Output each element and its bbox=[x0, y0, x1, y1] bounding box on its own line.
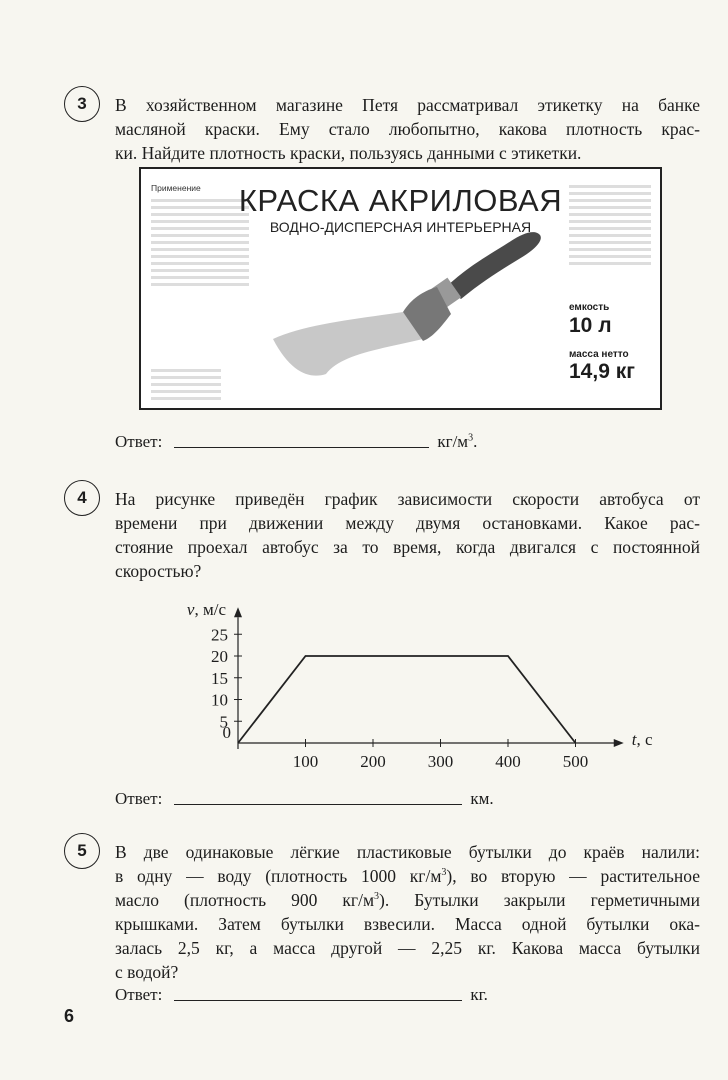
brush-handle bbox=[446, 232, 541, 299]
origin-label: 0 bbox=[222, 723, 231, 742]
question-text-line: стояние проехал автобус за то время, когда двигался с постоянной bbox=[115, 537, 700, 557]
speed-time-chart bbox=[160, 586, 660, 786]
answer-field[interactable] bbox=[174, 446, 429, 448]
question-text-line: залась 2,5 кг, а масса другой — 2,25 кг. Какова масса бутылки bbox=[115, 938, 700, 958]
question-text-line: масляной краски. Ему стало любопытно, какова плотность крас- bbox=[115, 119, 700, 139]
x-tick-label: 200 bbox=[360, 752, 386, 771]
answer-unit: км. bbox=[470, 789, 494, 808]
label-brand: КРАСКА АКРИЛОВАЯ bbox=[238, 183, 563, 218]
label-subtitle: ВОДНО-ДИСПЕРСНАЯ ИНТЕРЬЕРНАЯ bbox=[269, 219, 532, 235]
question-4-text bbox=[115, 487, 700, 583]
mass-label: масса нетто bbox=[569, 349, 629, 360]
y-tick-label: 10 bbox=[211, 690, 228, 710]
x-tick-label: 500 bbox=[562, 752, 589, 771]
y-tick-label: 5 bbox=[219, 712, 228, 732]
question-number-3: 3 bbox=[64, 86, 100, 122]
answer-row-4 bbox=[115, 789, 494, 809]
question-text-line: На рисунке приведён график зависимости скорости автобуса от bbox=[115, 489, 700, 509]
question-number-4: 4 bbox=[64, 480, 100, 516]
question-text-line: с водой? bbox=[115, 962, 179, 982]
x-tick-label: 300 bbox=[427, 752, 454, 771]
mass-value: 14,9 кг bbox=[569, 360, 635, 383]
answer-unit: кг. bbox=[470, 985, 488, 1004]
question-text-line: скоростью? bbox=[115, 561, 202, 581]
answer-unit: $кг/м^3$. bbox=[437, 432, 478, 451]
x-axis-arrow bbox=[614, 739, 624, 747]
y-tick-label: 20 bbox=[211, 647, 228, 666]
label-application-title: Применение bbox=[151, 183, 201, 193]
answer-label: Ответ: bbox=[115, 789, 163, 808]
y-axis-arrow bbox=[234, 607, 242, 617]
page-number: 6 bbox=[64, 1006, 75, 1026]
x-tick-label: 400 bbox=[495, 752, 521, 771]
paint-label-image bbox=[139, 167, 662, 410]
question-text-line: крышками. Затем бутылки взвесили. Масса одной бутылки ока- bbox=[115, 914, 700, 934]
question-text-line: В хозяйственном магазине Петя рассматривал этикетку на банке bbox=[115, 95, 700, 115]
x-axis-label: t, с bbox=[631, 730, 653, 749]
question-number-5: 5 bbox=[64, 833, 100, 869]
capacity-label: емкость bbox=[569, 302, 610, 313]
question-text-line: в одну — воду (плотность 1000 $кг/м^3$), во вторую — растительное bbox=[115, 866, 700, 886]
speed-series-line bbox=[238, 656, 576, 743]
y-tick-label: 25 bbox=[211, 625, 228, 645]
question-text-line: времени при движении между двумя остановками. Какое рас- bbox=[115, 513, 700, 533]
answer-row-5 bbox=[115, 985, 488, 1005]
x-tick-label: 100 bbox=[292, 752, 319, 771]
answer-field[interactable] bbox=[174, 803, 462, 805]
question-text-line: ки. Найдите плотность краски, пользуясь данными с этикетки. bbox=[115, 143, 582, 163]
answer-row-3 bbox=[115, 432, 477, 452]
y-axis-label: v, м/с bbox=[186, 600, 226, 620]
paint-stroke bbox=[273, 312, 423, 376]
answer-label: Ответ: bbox=[115, 985, 163, 1004]
answer-label: Ответ: bbox=[115, 432, 163, 451]
question-5-text bbox=[115, 840, 700, 984]
y-tick-label: 15 bbox=[211, 668, 228, 688]
question-text-line: масло (плотность 900 $кг/м^3$). Бутылки закрыли герметичными bbox=[115, 890, 700, 910]
capacity-value: 10 л bbox=[569, 314, 612, 337]
question-3-text bbox=[115, 93, 700, 165]
answer-field[interactable] bbox=[174, 999, 462, 1001]
question-text-line: В две одинаковые лёгкие пластиковые бутылки до краёв налили: bbox=[115, 842, 700, 862]
